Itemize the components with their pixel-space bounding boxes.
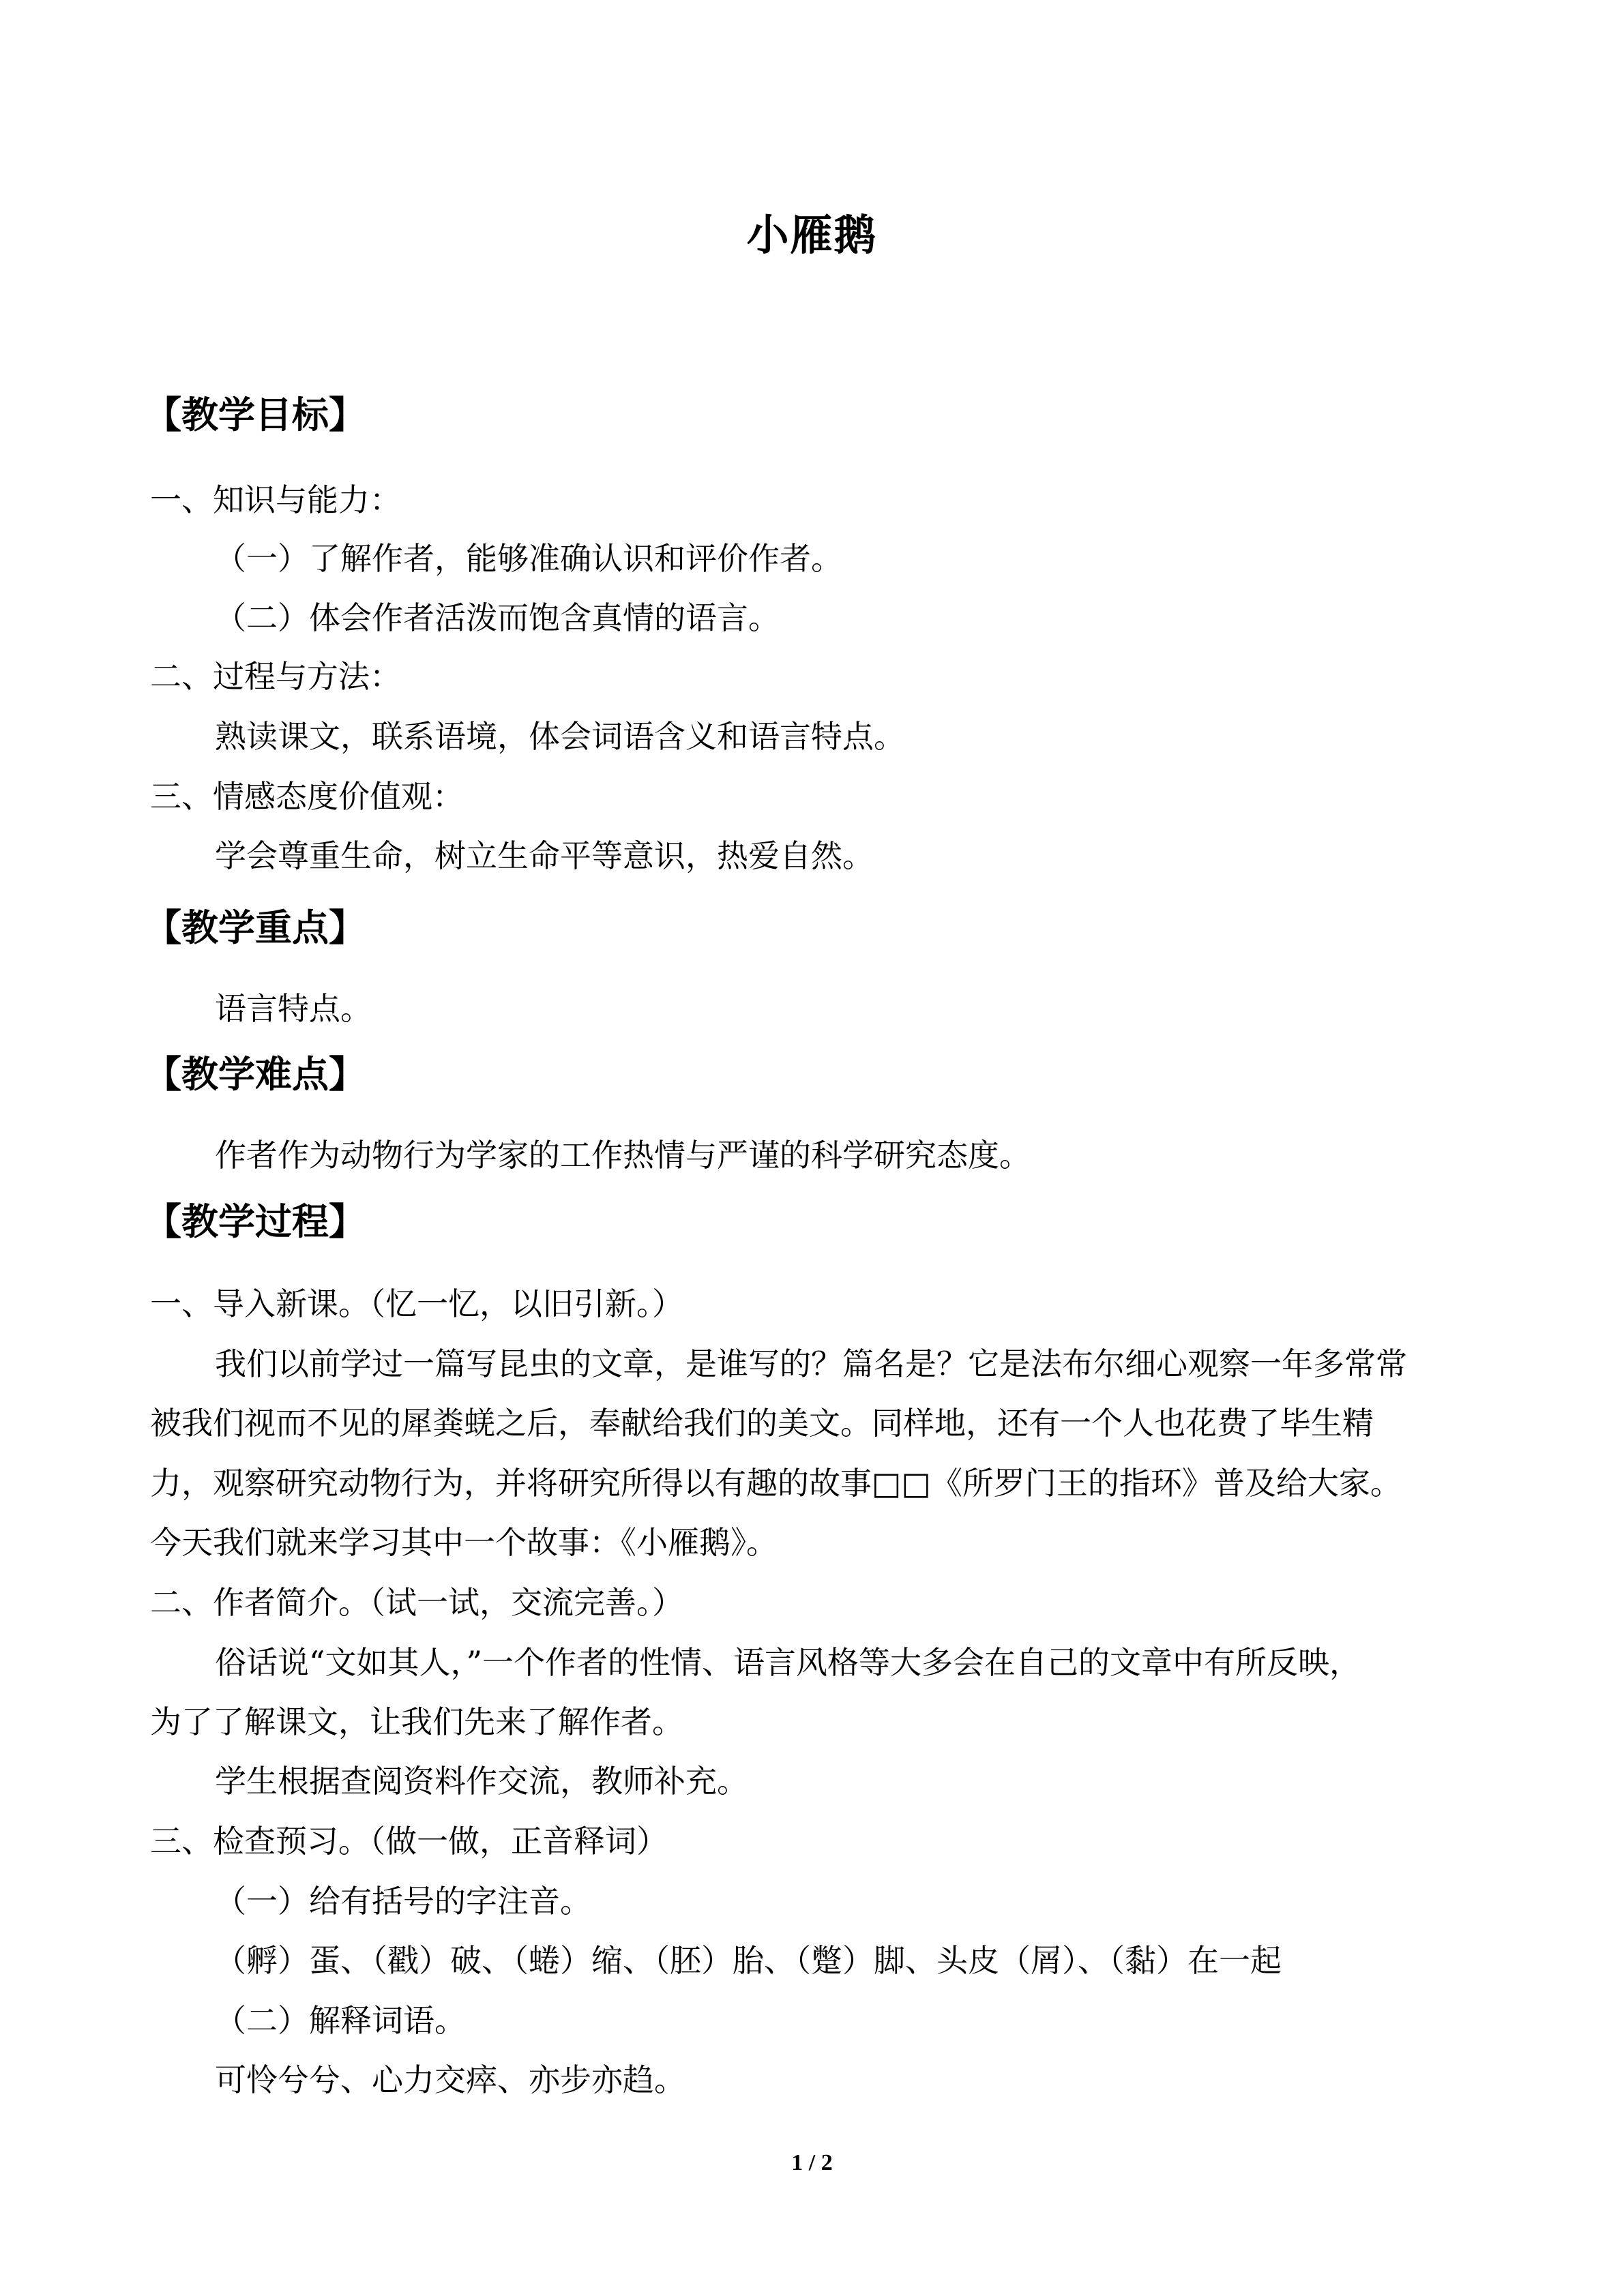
- process-step-2: 二、作者简介。（试一试，交流完善。）: [150, 1584, 683, 1621]
- key-points-text: 语言特点。: [215, 990, 372, 1027]
- process-step-3: 三、检查预习。（做一做，正音释词）: [150, 1823, 668, 1860]
- process-sub-item: （二）解释词语。: [215, 2002, 466, 2039]
- difficulties-text: 作者作为动物行为学家的工作热情与严谨的科学研究态度。: [215, 1137, 1031, 1174]
- paragraph-line: 力，观察研究动物行为，并将研究所得以有趣的故事□□《所罗门王的指环》普及给大家。: [150, 1465, 1402, 1502]
- objective-item: 学会尊重生命，树立生命平等意识，热爱自然。: [215, 837, 874, 874]
- process-step-1: 一、导入新课。（忆一忆，以旧引新。）: [150, 1285, 683, 1322]
- section-heading-key-points: 【教学重点】: [145, 906, 366, 949]
- paragraph-line: 为了了解课文，让我们先来了解作者。: [150, 1703, 683, 1740]
- paragraph-line: 俗话说“文如其人，”一个作者的性情、语言风格等大多会在自己的文章中有所反映，: [215, 1644, 1361, 1681]
- objective-item: 熟读课文，联系语境，体会词语含义和语言特点。: [215, 718, 905, 755]
- page-number: 1 / 2: [791, 2150, 833, 2175]
- section-heading-process: 【教学过程】: [145, 1199, 366, 1243]
- document-title: 小雁鹅: [746, 210, 878, 260]
- paragraph-line: 被我们视而不见的犀粪蜣之后，奉献给我们的美文。同样地，还有一个人也花费了毕生精: [150, 1405, 1374, 1442]
- paragraph-line: 我们以前学过一篇写昆虫的文章，是谁写的？篇名是？它是法布尔细心观察一年多常常: [215, 1345, 1407, 1382]
- paragraph-line: 学生根据查阅资料作交流，教师补充。: [215, 1763, 748, 1800]
- objective-item: 三、情感态度价值观：: [150, 778, 464, 815]
- objective-item: 二、过程与方法：: [150, 658, 401, 695]
- objective-item: 一、知识与能力：: [150, 481, 401, 518]
- objective-item: （一）了解作者，能够准确认识和评价作者。: [215, 540, 842, 577]
- section-heading-objectives: 【教学目标】: [145, 393, 366, 436]
- process-sub-words: （孵）蛋、（戳）破、（蜷）缩、（胚）胎、（蹩）脚、头皮（屑）、（黏）在一起: [215, 1942, 1282, 1979]
- section-heading-difficulties: 【教学难点】: [145, 1052, 366, 1096]
- objective-item: （二）体会作者活泼而饱含真情的语言。: [215, 599, 780, 636]
- paragraph-line: 今天我们就来学习其中一个故事：《小雁鹅》。: [150, 1524, 778, 1561]
- process-sub-item: （一）给有括号的字注音。: [215, 1883, 591, 1920]
- process-sub-words: 可怜兮兮、心力交瘁、亦步亦趋。: [215, 2061, 685, 2098]
